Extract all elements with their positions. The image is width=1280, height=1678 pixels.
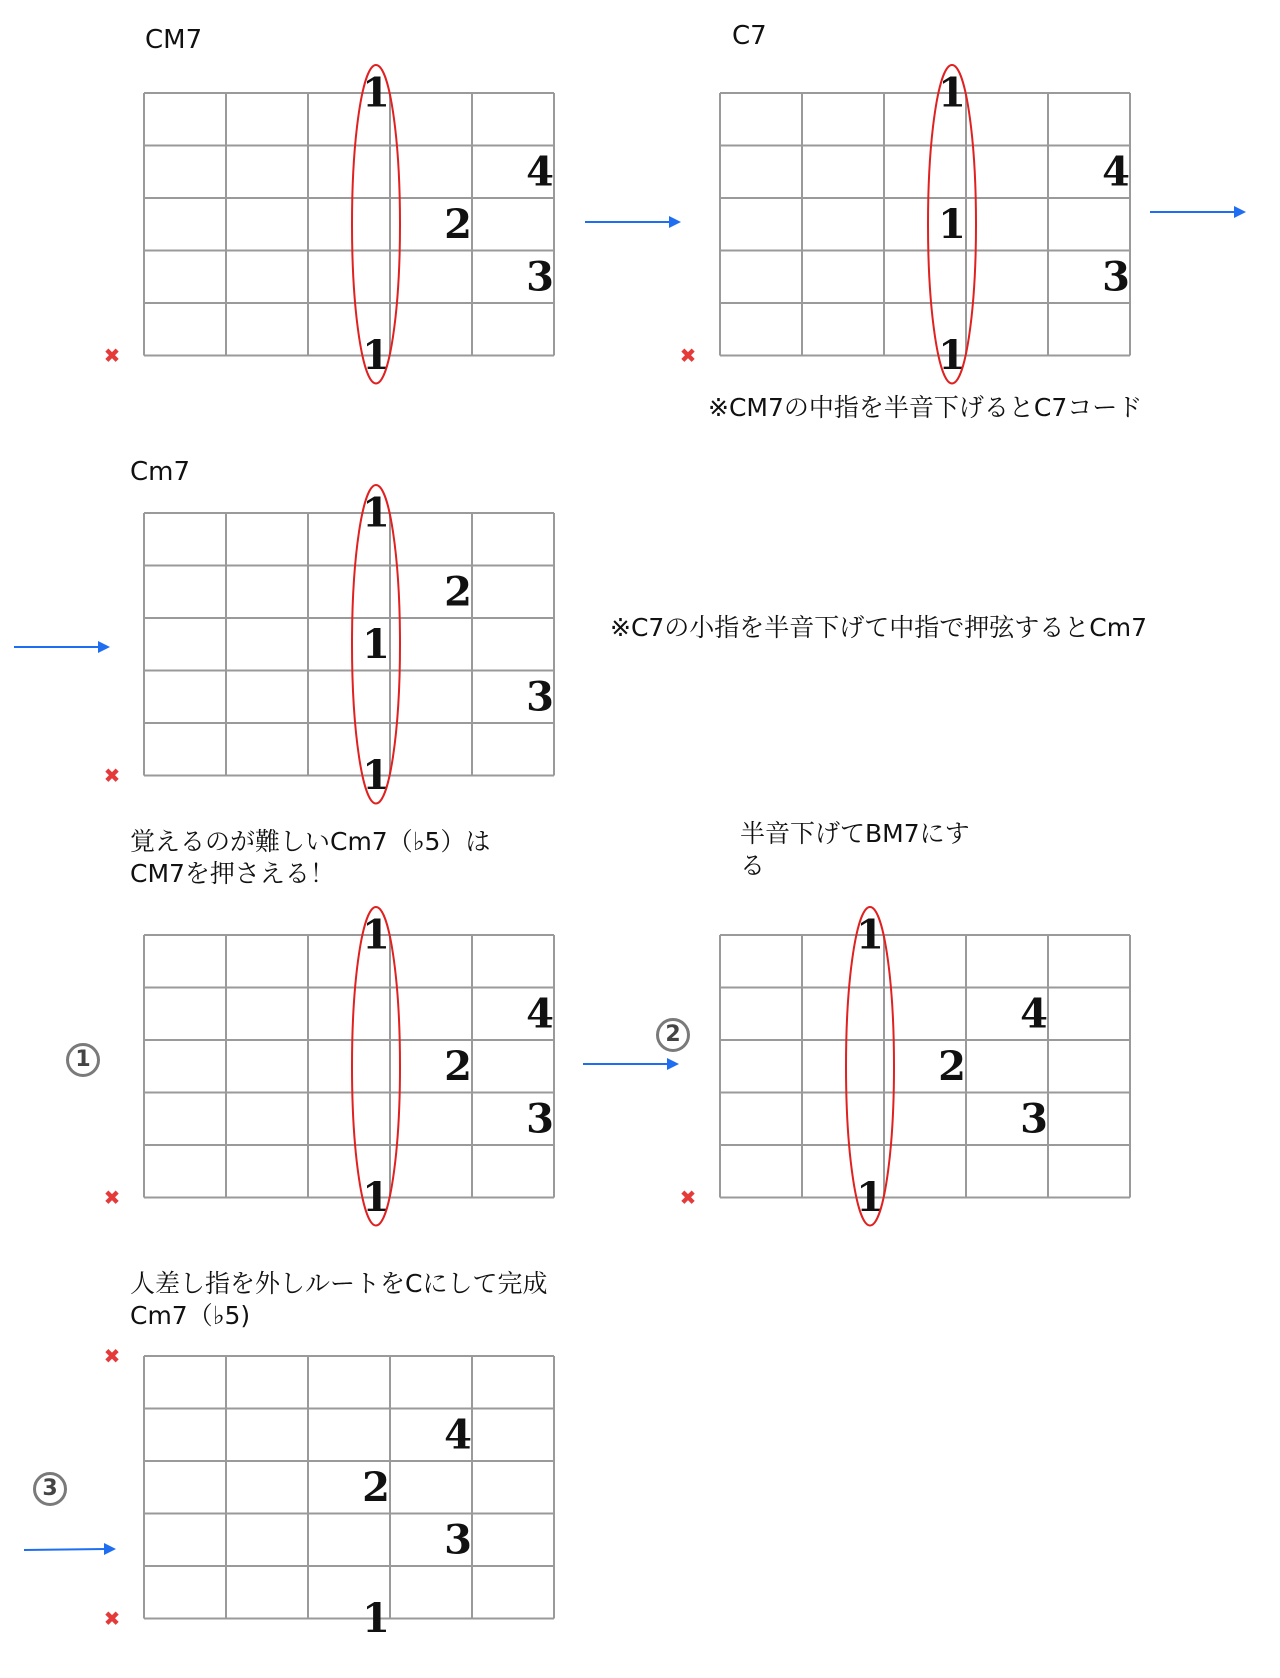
arrow-right-icon <box>14 637 114 657</box>
finger-number: 1 <box>362 620 390 668</box>
finger-number: 1 <box>856 911 884 959</box>
mute-x-icon: ✖ <box>103 1344 121 1368</box>
finger-number: 2 <box>444 568 472 616</box>
note-finish-line1: 人差し指を外しルートをCにして完成 <box>130 1269 548 1298</box>
step-marker-2: 2 <box>656 1018 690 1052</box>
finger-number: 1 <box>362 1595 390 1642</box>
finger-number: 1 <box>938 69 966 117</box>
finger-number: 4 <box>1102 148 1130 196</box>
finger-number: 1 <box>938 332 966 379</box>
finger-number: 4 <box>526 990 554 1038</box>
finger-number: 4 <box>526 148 554 196</box>
finger-number: 1 <box>362 332 390 379</box>
step-marker-1: 1 <box>66 1043 100 1077</box>
chord-chart-cm7b5-step3 <box>90 1318 570 1642</box>
finger-number: 1 <box>362 489 390 537</box>
chord-chart-cm7-minor <box>90 475 570 799</box>
finger-number: 3 <box>526 673 554 721</box>
note-bm7-line2: る <box>740 851 766 880</box>
note-bm7-line1: 半音下げてBM7にす <box>740 819 970 848</box>
finger-number: 1 <box>362 69 390 117</box>
fretboard-grid <box>144 935 554 1198</box>
note-cm7-to-c7: ※CM7の中指を半音下げるとC7コード <box>708 393 1143 422</box>
finger-number: 2 <box>444 1042 472 1090</box>
finger-number: 3 <box>444 1516 472 1564</box>
arrow-right-icon <box>1150 202 1250 222</box>
mute-x-icon: ✖ <box>679 1185 697 1210</box>
note-cm7b5-intro-line1: 覚えるのが難しいCm7（♭5）は <box>130 827 491 856</box>
note-cm7b5-intro-line2: CM7を押さえる！ <box>130 859 335 888</box>
fretboard-grid <box>144 1356 554 1619</box>
chord-chart-cm7-major <box>90 55 570 379</box>
arrow-right-icon <box>585 212 685 232</box>
finger-number: 2 <box>938 1042 966 1090</box>
note-c7-to-cm7: ※C7の小指を半音下げて中指で押弦するとCm7 <box>610 613 1148 642</box>
finger-number: 2 <box>444 200 472 248</box>
finger-number: 1 <box>362 1174 390 1221</box>
fretboard-grid <box>144 93 554 356</box>
finger-number: 1 <box>938 200 966 248</box>
chord-chart-cm7b5-step1 <box>90 897 570 1221</box>
finger-number: 3 <box>526 253 554 301</box>
chord-chart-c7 <box>666 55 1146 379</box>
chart-title-cm7-minor: Cm7 <box>130 457 191 487</box>
fretboard-grid <box>144 513 554 776</box>
finger-number: 2 <box>362 1463 390 1511</box>
mute-x-icon: ✖ <box>103 763 121 788</box>
finger-number: 3 <box>1020 1095 1048 1143</box>
chart-title-c7: C7 <box>732 21 767 51</box>
finger-number: 1 <box>362 911 390 959</box>
note-finish-line2: Cm7（♭5) <box>130 1301 251 1330</box>
chart-title-cm7-major: CM7 <box>145 25 203 55</box>
chord-chart-bm7-step2 <box>666 897 1146 1221</box>
mute-x-icon: ✖ <box>103 343 121 368</box>
mute-x-icon: ✖ <box>679 343 697 368</box>
fretboard-grid <box>720 935 1130 1198</box>
finger-number: 1 <box>362 752 390 799</box>
arrow-right-icon <box>24 1540 124 1560</box>
mute-x-icon: ✖ <box>103 1606 121 1631</box>
finger-number: 4 <box>444 1411 472 1459</box>
finger-number: 3 <box>526 1095 554 1143</box>
finger-number: 3 <box>1102 253 1130 301</box>
step-marker-3: 3 <box>33 1472 67 1506</box>
fretboard-grid <box>720 93 1130 356</box>
arrow-right-icon <box>583 1054 683 1074</box>
finger-number: 1 <box>856 1174 884 1221</box>
finger-number: 4 <box>1020 990 1048 1038</box>
mute-x-icon: ✖ <box>103 1185 121 1210</box>
